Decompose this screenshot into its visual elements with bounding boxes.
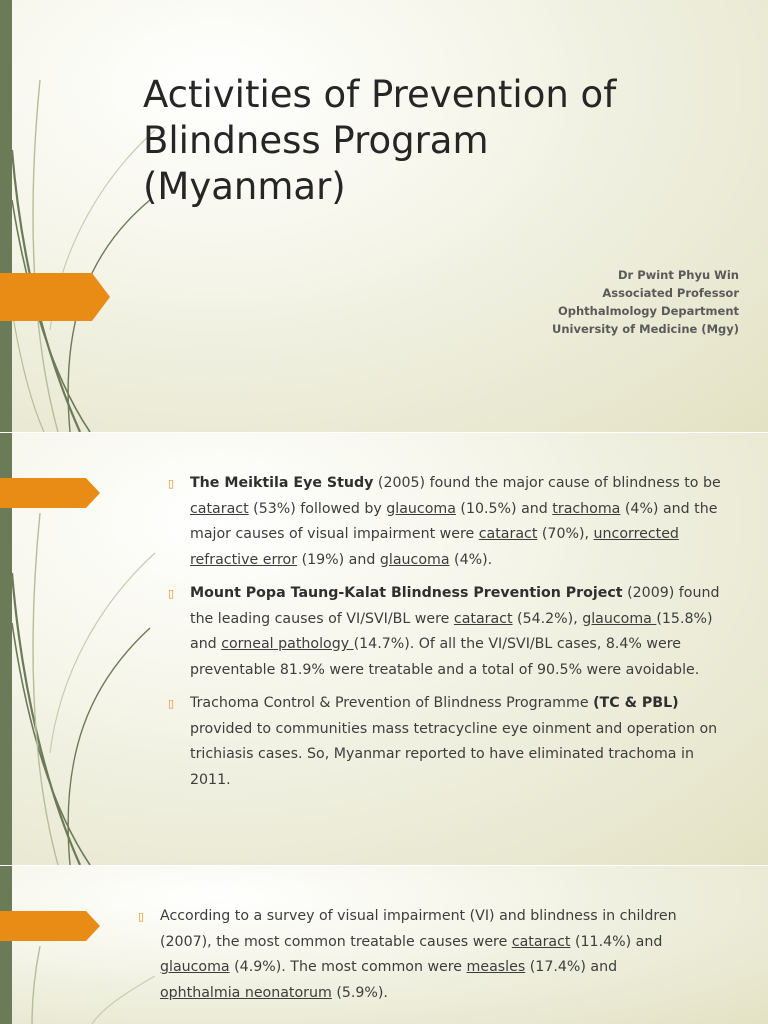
bullet-text: (54.2%),: [512, 610, 583, 627]
author-department: Ophthalmology Department: [557, 304, 739, 318]
bullet-text: (70%),: [537, 526, 594, 542]
title-line-2: Blindness Program: [143, 119, 489, 162]
bullet-bold: (TC & PBL): [593, 695, 679, 711]
bullet-text: Trachoma Control & Prevention of Blindness Programme: [190, 695, 594, 711]
bullet-underlined: glaucoma: [386, 500, 456, 517]
bullet-text: (15.8%) and: [190, 610, 713, 652]
bullet-text: (19%) and: [297, 551, 380, 568]
bullet-text: (10.5%) and: [455, 500, 553, 517]
author-byline: [552, 266, 739, 338]
list-item-childhood-survey: [138, 904, 700, 1006]
bullet-underlined: glaucoma: [160, 959, 230, 975]
bullet-text: (5.9%).: [331, 984, 388, 1001]
author-name: Dr Pwint Phyu Win: [617, 268, 739, 282]
bullet-text: (2005) found the major cause of blindness to be: [373, 475, 721, 491]
left-accent-bar: [0, 866, 12, 1024]
bullet-underlined: trachoma: [552, 500, 621, 517]
slide-eye-studies: [0, 433, 768, 865]
bullet-text: (4.9%). The most common were: [229, 959, 467, 975]
slide-childhood-blindness: [0, 866, 768, 1024]
decorative-swirl: [0, 0, 200, 432]
bullet-text: (11.4%) and: [570, 933, 663, 950]
orange-tab-arrow: [86, 911, 100, 941]
list-item-trachoma-programme: [168, 691, 730, 793]
bullet-bold: Mount Popa Taung-Kalat Blindness Prevention Project: [190, 585, 623, 601]
childhood-bullet-list: [138, 904, 700, 1014]
title-line-1: Activities of Prevention of: [143, 73, 617, 116]
title-line-3: (Myanmar): [143, 165, 346, 208]
bullet-underlined: measles: [466, 959, 526, 975]
bullet-text: (4%).: [449, 551, 493, 568]
slide-title: [0, 0, 768, 432]
bullet-text: (4%) and the major causes of visual impairment were: [190, 500, 718, 542]
bullet-underlined: glaucoma: [582, 610, 657, 627]
bullet-underlined: cataract: [511, 933, 571, 950]
orange-tab-arrow: [92, 273, 110, 321]
bullet-underlined: uncorrected refractive error: [190, 526, 679, 568]
slide-title-heading: [143, 72, 743, 210]
orange-tab-marker: [0, 273, 92, 321]
author-position: Associated Professor: [602, 286, 739, 300]
bullet-underlined: cataract: [453, 610, 513, 627]
bullet-text: (14.7%). Of all the VI/SVI/BL cases, 8.4% were preventable 81.9% were treatable and a total of 90.5% were avoidable.: [190, 636, 700, 678]
bullet-text: (2009) found the leading causes of VI/SVI/BL were: [190, 585, 720, 627]
orange-tab-marker: [0, 478, 86, 508]
bullet-underlined: cataract: [190, 500, 249, 517]
bullet-icon: ▯: [168, 697, 175, 710]
bullet-icon: ▯: [168, 587, 175, 600]
list-item-meiktila-study: [168, 471, 730, 573]
bullet-underlined: corneal pathology: [221, 636, 354, 652]
bullet-underlined: cataract: [478, 526, 538, 542]
study-bullet-list: [168, 471, 730, 801]
bullet-underlined: ophthalmia neonatorum: [160, 984, 332, 1001]
bullet-text: (53%) followed by: [248, 500, 387, 517]
list-item-mount-popa-project: [168, 581, 730, 683]
bullet-icon: ▯: [138, 910, 145, 923]
bullet-text: According to a survey of visual impairment (VI) and blindness in children (2007), the most common treatable causes were: [160, 908, 677, 950]
bullet-underlined: glaucoma: [379, 551, 450, 568]
left-accent-bar: [0, 0, 12, 432]
orange-tab-marker: [0, 911, 86, 941]
bullet-text: (17.4%) and: [525, 959, 618, 975]
bullet-text: provided to communities mass tetracycline eye oinment and operation on trichiasis cases. So, Myanmar reported to have eliminated trachoma in 2011.: [190, 720, 718, 788]
orange-tab-arrow: [86, 478, 100, 508]
bullet-bold: The Meiktila Eye Study: [190, 475, 374, 491]
bullet-icon: ▯: [168, 477, 175, 490]
author-institution: University of Medicine (Mgy): [552, 322, 739, 336]
